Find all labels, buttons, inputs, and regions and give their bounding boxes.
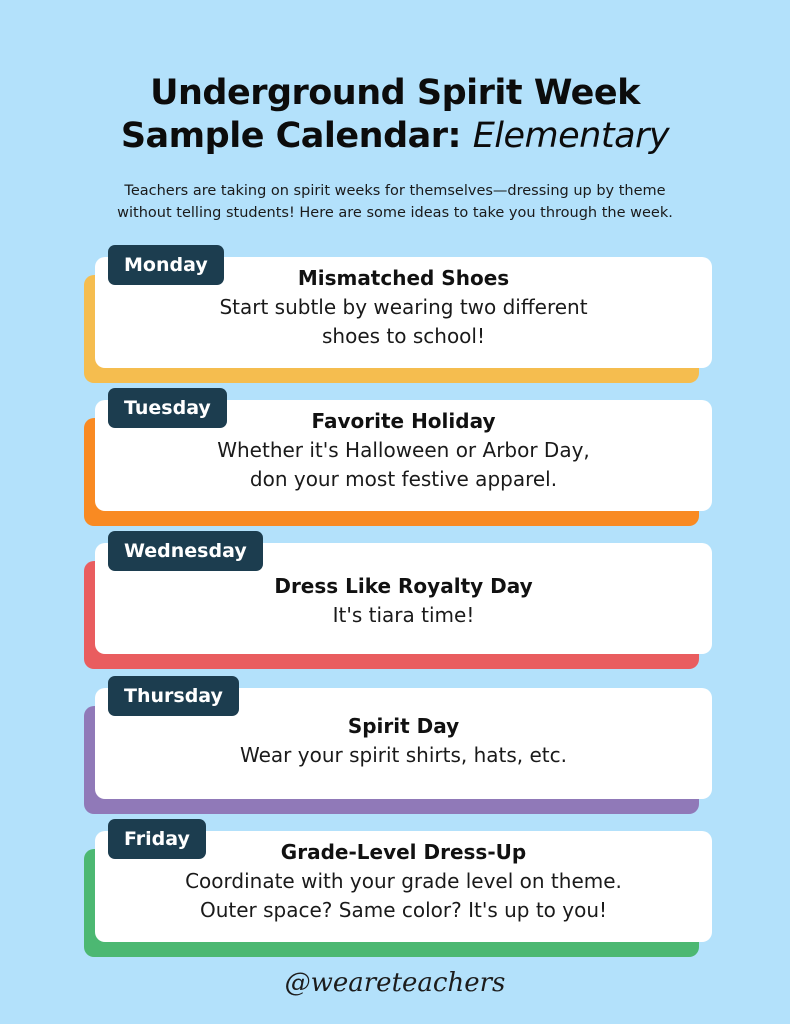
day-tab: Tuesday xyxy=(108,388,227,428)
theme-title: Favorite Holiday xyxy=(311,409,496,433)
intro-line-1: Teachers are taking on spirit weeks for themselves—dressing up by theme xyxy=(124,183,666,199)
theme-title: Mismatched Shoes xyxy=(297,266,510,290)
title-line-2 xyxy=(0,115,790,158)
desc-line-1: Start subtle by wearing two different xyxy=(219,295,588,319)
title-line-1: Underground Spirit Week xyxy=(150,73,640,113)
day-tab: Thursday xyxy=(108,676,239,716)
desc-line-2: Outer space? Same color? It's up to you! xyxy=(199,898,608,922)
title-bold: Sample Calendar: xyxy=(120,116,461,156)
day-tab: Monday xyxy=(108,245,224,285)
theme-description xyxy=(95,293,712,351)
day-card-tuesday xyxy=(84,397,712,528)
footer-handle: @weareteachers xyxy=(284,968,506,998)
day-card-monday xyxy=(84,254,712,385)
day-tab: Wednesday xyxy=(108,531,263,571)
theme-description xyxy=(95,741,712,770)
desc-line-1: It's tiara time! xyxy=(332,603,475,627)
desc-line-1: Coordinate with your grade level on theme. xyxy=(185,869,622,893)
day-card-wednesday xyxy=(84,540,712,671)
page-title xyxy=(0,72,790,158)
day-card-thursday xyxy=(84,685,712,816)
theme-description xyxy=(95,601,712,630)
title-italic: Elementary xyxy=(472,116,670,156)
theme-title: Dress Like Royalty Day xyxy=(274,574,533,598)
theme-description xyxy=(95,436,712,494)
desc-line-1: Whether it's Halloween or Arbor Day, xyxy=(217,438,590,462)
theme-title: Grade-Level Dress-Up xyxy=(280,840,527,864)
day-card-friday xyxy=(84,828,712,959)
intro-line-2: without telling students! Here are some ideas to take you through the week. xyxy=(117,205,673,221)
day-tab: Friday xyxy=(108,819,206,859)
desc-line-1: Wear your spirit shirts, hats, etc. xyxy=(240,743,567,767)
theme-title: Spirit Day xyxy=(347,714,460,738)
desc-line-2: shoes to school! xyxy=(322,324,485,348)
intro-text xyxy=(40,180,750,224)
theme-description xyxy=(95,867,712,925)
desc-line-2: don your most festive apparel. xyxy=(249,467,558,491)
